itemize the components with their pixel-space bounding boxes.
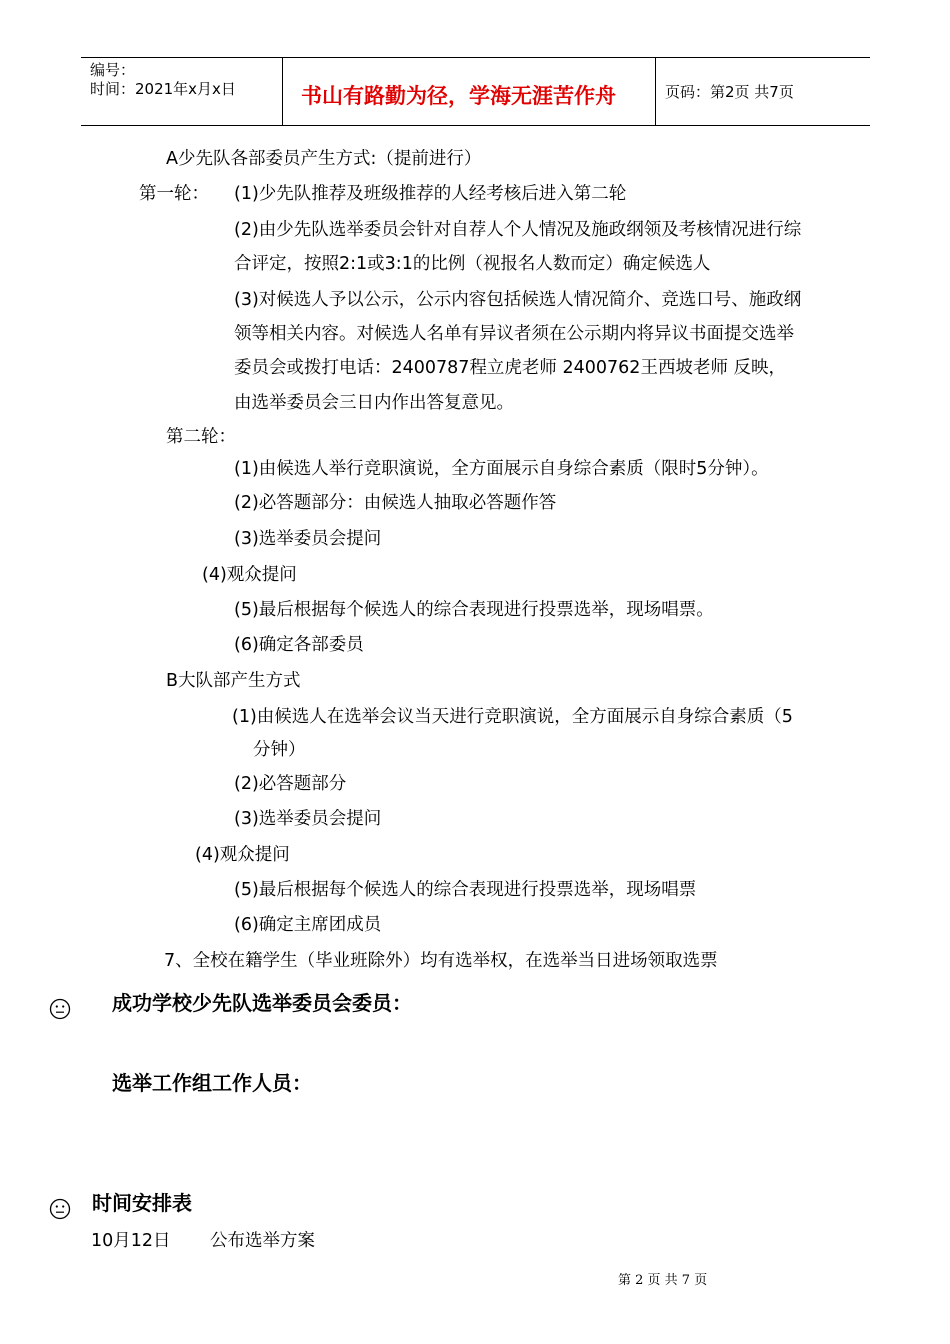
round-one-label: 第一轮： xyxy=(139,184,209,204)
smiley-icon xyxy=(49,998,71,1020)
header-divider-left xyxy=(282,58,283,125)
list-item: (3)对候选人予以公示，公示内容包括候选人情况简介、竞选口号、施政纲 xyxy=(234,290,802,310)
list-item: (4)观众提问 xyxy=(195,845,290,865)
list-item-continued: 领等相关内容。对候选人名单有异议者须在公示期内将异议书面提交选举 xyxy=(234,324,794,344)
header-page-info: 页码：第2页 共7页 xyxy=(665,83,794,101)
schedule-event: 公布选举方案 xyxy=(210,1231,315,1251)
header-divider-right xyxy=(655,58,656,125)
round-two-label: 第二轮： xyxy=(166,427,236,447)
section-a-title: A少先队各部委员产生方式:（提前进行） xyxy=(166,149,482,169)
section-b-title: B大队部产生方式 xyxy=(166,671,301,691)
list-item: (4)观众提问 xyxy=(202,565,297,585)
list-item: (2)必答题部分：由候选人抽取必答题作答 xyxy=(234,493,557,513)
list-item: (6)确定主席团成员 xyxy=(234,915,382,935)
list-item: (2)由少先队选举委员会针对自荐人个人情况及施政纲领及考核情况进行综 xyxy=(234,220,802,240)
list-item: (1)由候选人在选举会议当天进行竞职演说，全方面展示自身综合素质（5 xyxy=(232,707,793,727)
list-item-continued: 由选举委员会三日内作出答复意见。 xyxy=(234,393,514,413)
header-number-label: 编号： xyxy=(90,61,136,79)
workgroup-heading: 选举工作组工作人员： xyxy=(112,1071,312,1095)
list-item: (1)由候选人举行竞职演说，全方面展示自身综合素质（限时5分钟）。 xyxy=(234,459,769,479)
committee-heading: 成功学校少先队选举委员会委员： xyxy=(112,991,412,1015)
list-item: (3)选举委员会提问 xyxy=(234,529,382,549)
list-item: (1)少先队推荐及班级推荐的人经考核后进入第二轮 xyxy=(234,184,627,204)
page-footer: 第 2 页 共 7 页 xyxy=(618,1273,708,1288)
page-header xyxy=(81,57,870,126)
list-item: (3)选举委员会提问 xyxy=(234,809,382,829)
voting-rights-note: 7、全校在籍学生（毕业班除外）均有选举权，在选举当日进场领取选票 xyxy=(164,951,718,971)
list-item: (2)必答题部分 xyxy=(234,774,347,794)
list-item: (5)最后根据每个候选人的综合表现进行投票选举，现场唱票。 xyxy=(234,600,714,620)
header-motto: 书山有路勤为径，学海无涯苦作舟 xyxy=(301,83,616,108)
schedule-date: 10月12日 xyxy=(91,1231,171,1251)
list-item-continued: 委员会或拨打电话：2400787程立虎老师 2400762王西坡老师 反映， xyxy=(234,358,787,378)
smiley-icon xyxy=(49,1198,71,1220)
list-item: (6)确定各部委员 xyxy=(234,635,364,655)
header-time-label: 时间：2021年x月x日 xyxy=(90,80,236,98)
schedule-heading: 时间安排表 xyxy=(92,1191,192,1215)
list-item-continued: 分钟） xyxy=(253,740,306,760)
list-item: (5)最后根据每个候选人的综合表现进行投票选举，现场唱票 xyxy=(234,880,697,900)
list-item-continued: 合评定，按照2:1或3:1的比例（视报名人数而定）确定候选人 xyxy=(234,254,711,274)
